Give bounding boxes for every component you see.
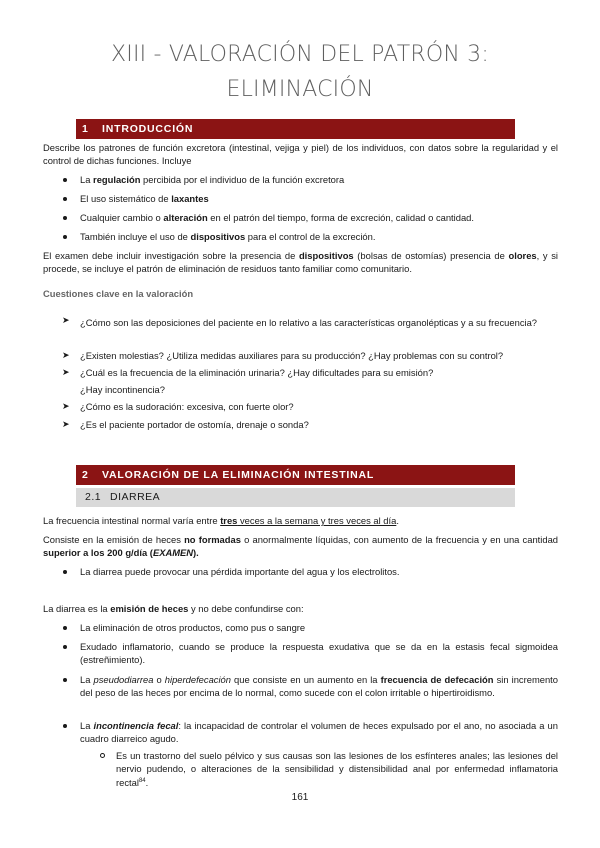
- question-item: ¿Hay incontinencia?: [80, 384, 165, 395]
- definicion-paragraph: Consiste en la emisión de heces no formadas o anormalmente líquidas, con aumento de la frecuencia y en una cantidad superior a los 200 g/día (EXAMEN).: [43, 534, 559, 558]
- bullet-dot: [63, 216, 67, 220]
- section-heading-introduccion: [76, 119, 515, 139]
- bullet-dot: [63, 197, 67, 201]
- bullet-dot: [63, 626, 67, 630]
- section-number: 1: [82, 123, 89, 135]
- section-heading-valoracion-intestinal: [76, 465, 515, 485]
- subsection-title: DIARREA: [110, 491, 161, 503]
- arrow-bullet-icon: ➤: [62, 367, 70, 377]
- question-item: ¿Existen molestias? ¿Utiliza medidas auxiliares para su producción? ¿Hay problemas con su control?: [80, 350, 504, 361]
- question-item: ¿Cómo es la sudoración: excesiva, con fuerte olor?: [80, 401, 294, 412]
- incontinencia-sub-bullet: Es un trastorno del suelo pélvico y sus causas son las lesiones de los esfínteres anales; las lesiones del nervio pudendo, o alteraciones de la sensibilidad y distensibilidad anal por enfermedad inflamatoria rectal$^{84}$.: [116, 750, 558, 789]
- bullet-dot: [63, 235, 67, 239]
- bullet-dot: [63, 678, 67, 682]
- section-title: VALORACIÓN DE LA ELIMINACIÓN INTESTINAL: [102, 469, 375, 481]
- sub-bullet-circle: [100, 753, 105, 758]
- arrow-bullet-icon: ➤: [62, 315, 70, 325]
- bullet-dot: [63, 570, 67, 574]
- question-item: ¿Es el paciente portador de ostomía, drenaje o sonda?: [80, 419, 309, 430]
- diarrea-bullet-electrolitos: La diarrea puede provocar una pérdida importante del agua y los electrolitos.: [80, 566, 400, 577]
- confusion-bullet-incontinencia: La incontinencia fecal: la incapacidad de controlar el volumen de heces expulsado por el ano, no asociada a un cuadro diarreico agudo.: [80, 720, 558, 744]
- subsection-number: 2.1: [85, 491, 102, 503]
- arrow-bullet-icon: ➤: [62, 401, 70, 411]
- chapter-title-line1: XIII - VALORACIÓN DEL PATRÓN 3:: [110, 42, 489, 67]
- section-title: INTRODUCCIÓN: [102, 123, 194, 135]
- arrow-bullet-icon: ➤: [62, 419, 70, 429]
- intro-bullet-alteracion: Cualquier cambio o alteración en el patrón del tiempo, forma de excreción, calidad o cantidad.: [80, 212, 474, 223]
- confusion-bullet-pseudodiarrea: La pseudodiarrea o hiperdefecación que consiste en un aumento en la frecuencia de defecación sin incremento del peso de las heces por encima de lo normal, como sucede con el colon irritable o hipertiroidismo.: [80, 674, 558, 698]
- question-item: ¿Cómo son las deposiciones del paciente en lo relativo a las características organolépticas y a su frecuencia?: [80, 317, 538, 328]
- arrow-bullet-icon: ➤: [62, 350, 70, 360]
- confusion-bullet-productos: La eliminación de otros productos, como pus o sangre: [80, 622, 306, 633]
- intro-examen-paragraph: El examen debe incluir investigación sobre la presencia de dispositivos (bolsas de ostomías) presencia de olores, y si procede, se incluye el patrón de eliminación de residuos tanto familiar como comunitario.: [43, 250, 558, 274]
- subsection-heading-diarrea: [76, 488, 515, 507]
- confusion-bullet-exudado: Exudado inflamatorio, cuando se produce la respuesta exudativa que se da en la estasis fecal sigmoidea (estreñimiento).: [80, 641, 558, 665]
- bullet-dot: [63, 724, 67, 728]
- chapter-title-line2: ELIMINACIÓN: [226, 77, 374, 102]
- frecuencia-paragraph: La frecuencia intestinal normal varía entre tres veces a la semana y tres veces al día.: [43, 515, 399, 526]
- intro-bullet-dispositivos: También incluye el uso de dispositivos para el control de la excreción.: [80, 231, 376, 242]
- intro-bullet-laxantes: El uso sistemático de laxantes: [80, 193, 209, 204]
- section-number: 2: [82, 469, 89, 481]
- bullet-dot: [63, 178, 67, 182]
- bullet-dot: [63, 645, 67, 649]
- intro-paragraph: Describe los patrones de función excretora (intestinal, vejiga y piel) de los individuos, con datos sobre la regularidad y el control de dichas funciones. Incluye: [43, 142, 558, 166]
- page-number: 161: [291, 792, 309, 803]
- question-item: ¿Cuál es la frecuencia de la eliminación urinaria? ¿Hay dificultades para su emisión?: [80, 367, 434, 378]
- key-questions-heading: Cuestiones clave en la valoración: [43, 288, 194, 299]
- intro-bullet-regulacion: La regulación percibida por el individuo de la función excretora: [80, 174, 345, 185]
- confusion-paragraph: La diarrea es la emisión de heces y no debe confundirse con:: [43, 603, 304, 614]
